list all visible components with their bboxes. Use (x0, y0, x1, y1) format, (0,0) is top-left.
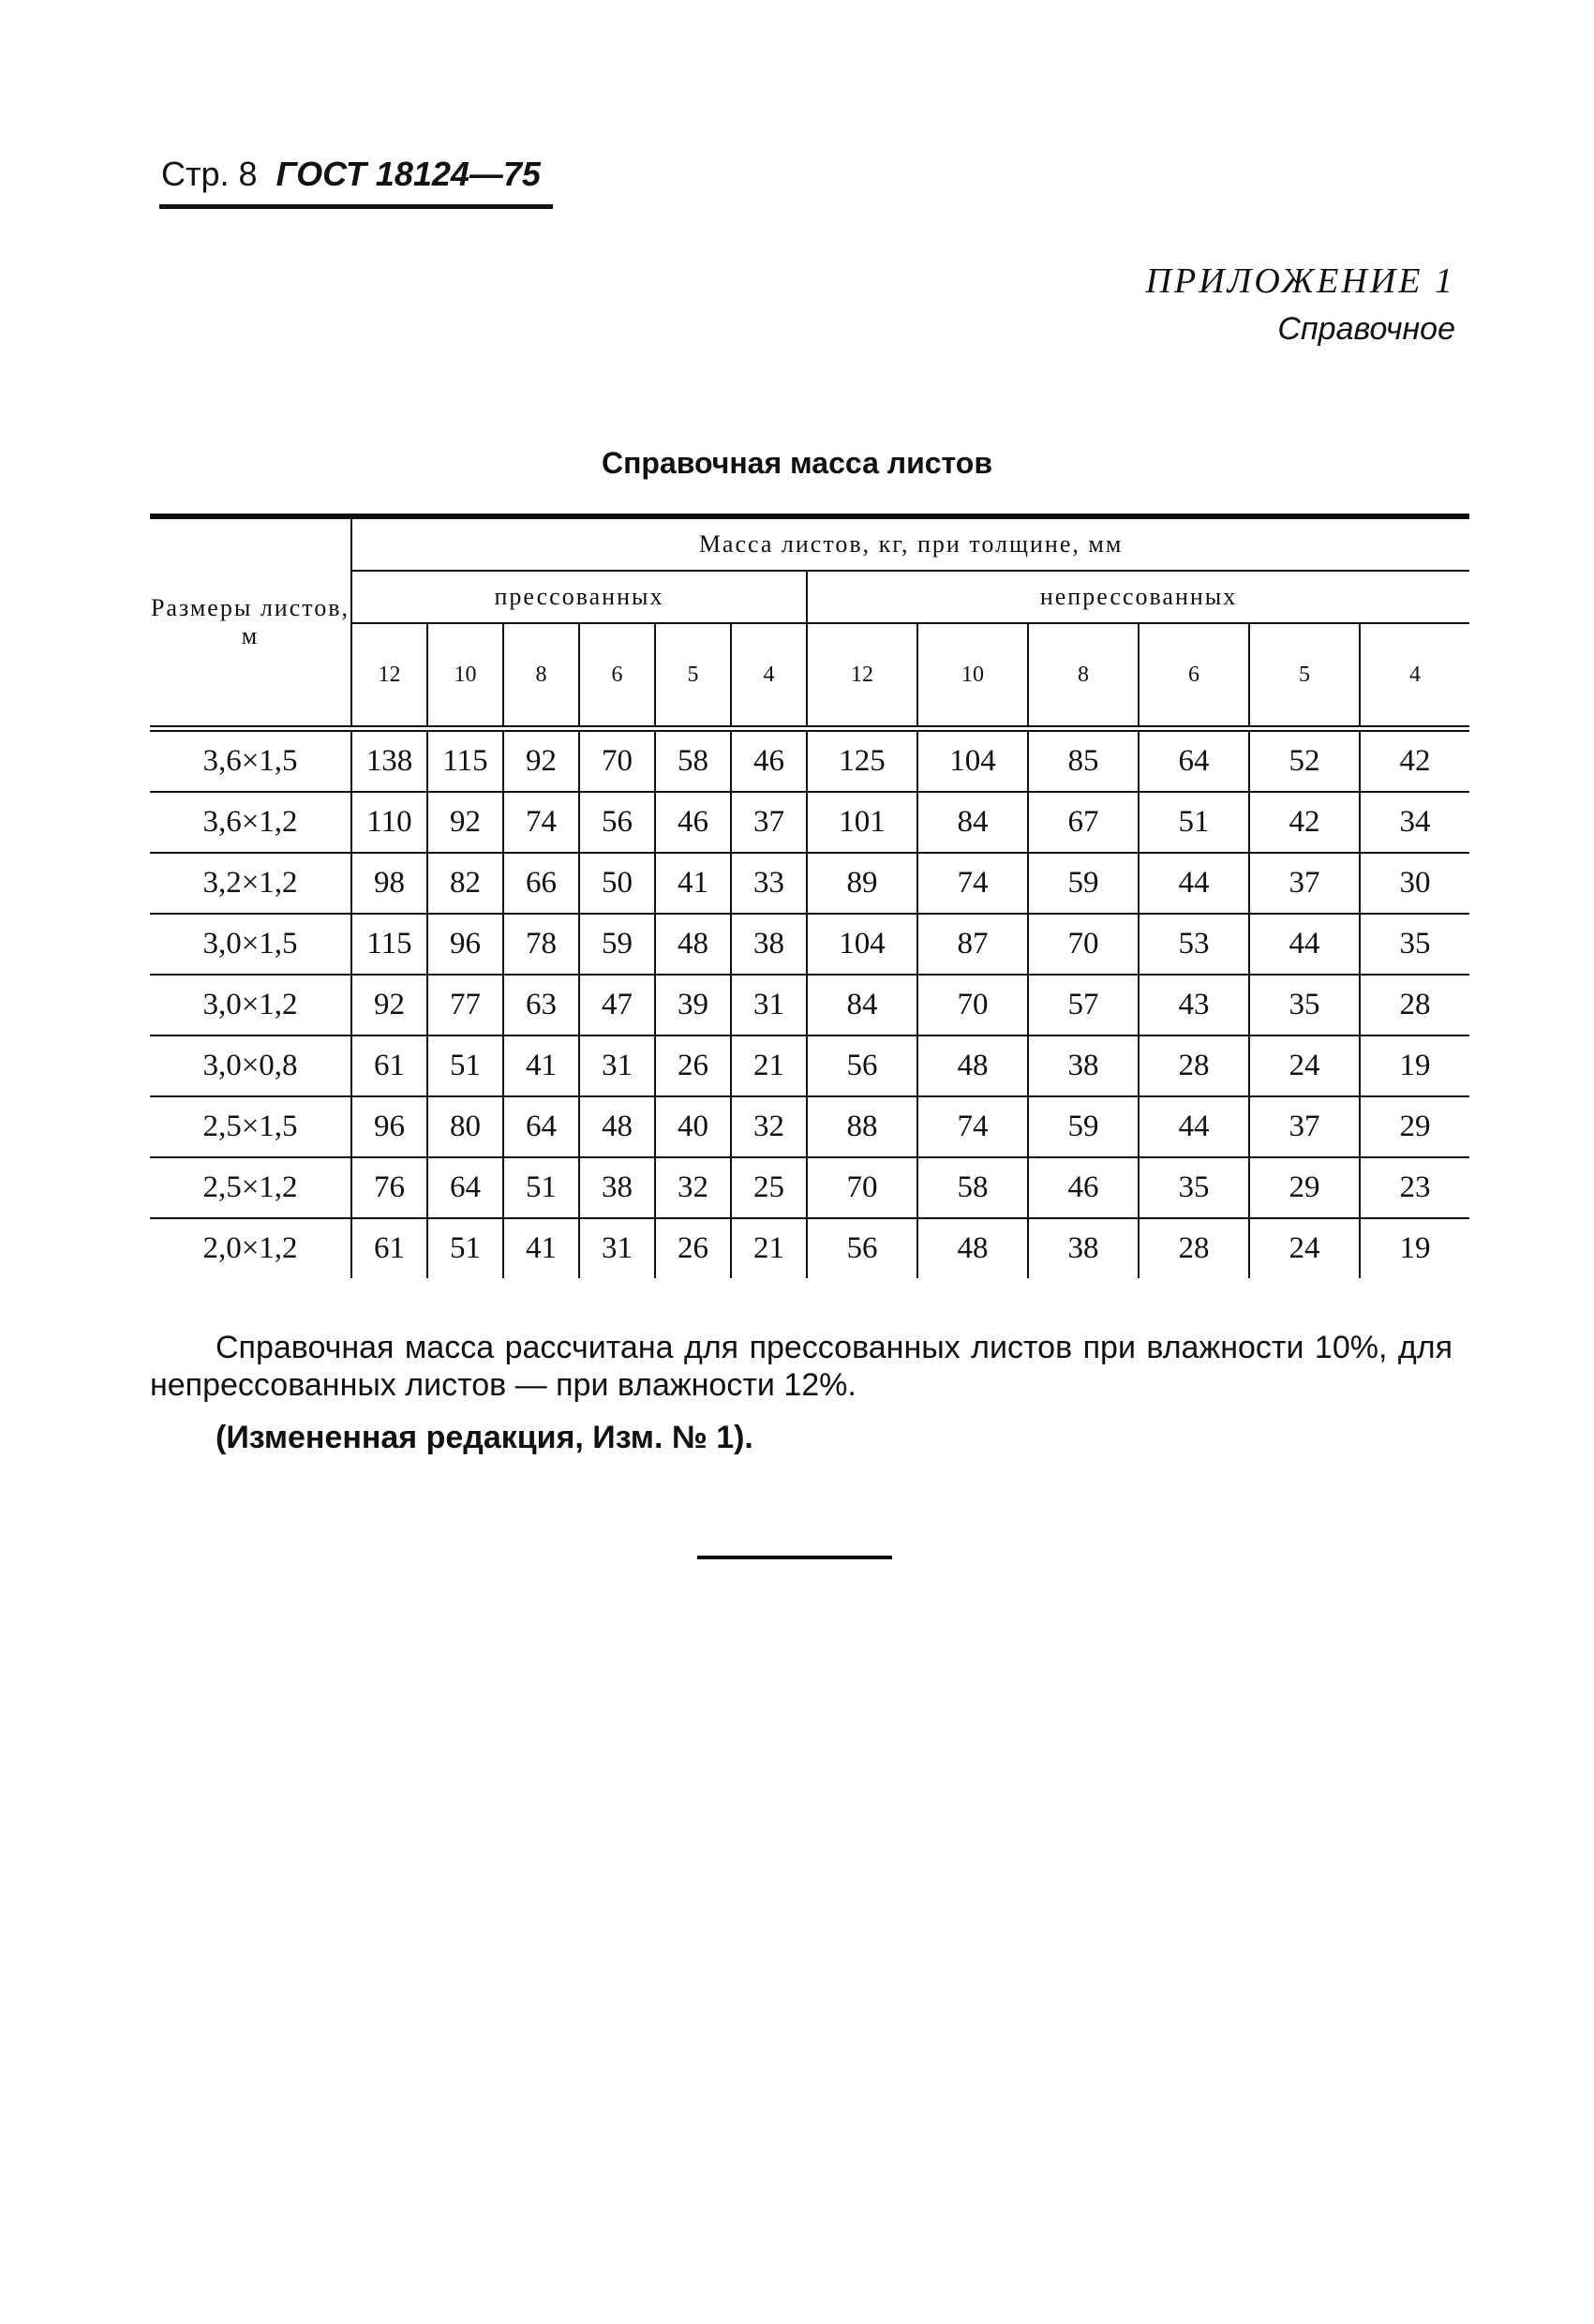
pressed-mass-cell: 115 (427, 729, 503, 793)
table-row (150, 853, 1469, 914)
size-column-header: Размеры листов, м (150, 516, 351, 729)
mass-header: Масса листов, кг, при толщине, мм (351, 516, 1469, 571)
pressed-mass-cell: 31 (579, 1035, 655, 1096)
header-rule (159, 204, 553, 209)
unpressed-mass-cell: 104 (917, 729, 1028, 793)
pressed-mass-cell: 56 (579, 792, 655, 853)
pressed-thickness-header: 10 (427, 623, 503, 729)
unpressed-mass-cell: 89 (807, 853, 917, 914)
pressed-mass-cell: 138 (351, 729, 427, 793)
pressed-mass-cell: 63 (503, 975, 579, 1035)
unpressed-mass-cell: 74 (917, 853, 1028, 914)
pressed-mass-cell: 31 (579, 1218, 655, 1278)
unpressed-mass-cell: 42 (1249, 792, 1360, 853)
unpressed-thickness-header: 12 (807, 623, 917, 729)
unpressed-thickness-header: 10 (917, 623, 1028, 729)
pressed-mass-cell: 70 (579, 729, 655, 793)
pressed-thickness-header: 12 (351, 623, 427, 729)
pressed-mass-cell: 51 (427, 1218, 503, 1278)
sheet-size-cell: 2,0×1,2 (150, 1218, 351, 1278)
unpressed-mass-cell: 51 (1139, 792, 1249, 853)
unpressed-mass-cell: 70 (917, 975, 1028, 1035)
end-rule (697, 1556, 892, 1559)
pressed-mass-cell: 46 (655, 792, 731, 853)
unpressed-mass-cell: 19 (1360, 1035, 1469, 1096)
unpressed-mass-cell: 57 (1028, 975, 1139, 1035)
unpressed-mass-cell: 29 (1249, 1157, 1360, 1218)
unpressed-mass-cell: 42 (1360, 729, 1469, 793)
unpressed-thickness-header: 8 (1028, 623, 1139, 729)
unpressed-mass-cell: 52 (1249, 729, 1360, 793)
unpressed-mass-cell: 70 (807, 1157, 917, 1218)
pressed-mass-cell: 31 (731, 975, 807, 1035)
unpressed-thickness-header: 4 (1409, 662, 1422, 687)
unpressed-mass-cell: 84 (917, 792, 1028, 853)
pressed-mass-cell: 39 (655, 975, 731, 1035)
unpressed-mass-cell: 28 (1139, 1035, 1249, 1096)
note-text: Справочная масса рассчитана для прессованных листов при влажности 10%, для непрессованных листов — при влажности 12%. (150, 1330, 1452, 1403)
pressed-thickness-header: 5 (655, 623, 731, 729)
pressed-mass-cell: 92 (427, 792, 503, 853)
unpressed-mass-cell: 56 (807, 1035, 917, 1096)
pressed-mass-cell: 64 (503, 1096, 579, 1157)
unpressed-mass-cell: 48 (917, 1218, 1028, 1278)
pressed-mass-cell: 32 (655, 1157, 731, 1218)
unpressed-mass-cell: 23 (1360, 1157, 1469, 1218)
pressed-mass-cell: 38 (731, 914, 807, 975)
pressed-mass-cell: 66 (503, 853, 579, 914)
sheet-size-cell: 3,0×0,8 (150, 1035, 351, 1096)
pressed-mass-cell: 51 (427, 1035, 503, 1096)
pressed-mass-cell: 76 (351, 1157, 427, 1218)
unpressed-mass-cell: 44 (1249, 914, 1360, 975)
pressed-mass-cell: 59 (579, 914, 655, 975)
unpressed-mass-cell: 35 (1139, 1157, 1249, 1218)
unpressed-mass-cell: 24 (1249, 1218, 1360, 1278)
pressed-group-header: прессованных (351, 571, 807, 623)
unpressed-mass-cell: 85 (1028, 729, 1139, 793)
table-row (150, 792, 1469, 853)
page-header (161, 155, 541, 194)
pressed-mass-cell: 40 (655, 1096, 731, 1157)
pressed-mass-cell: 38 (579, 1157, 655, 1218)
pressed-mass-cell: 33 (731, 853, 807, 914)
unpressed-mass-cell: 59 (1028, 1096, 1139, 1157)
unpressed-mass-cell: 28 (1360, 975, 1469, 1035)
pressed-mass-cell: 115 (351, 914, 427, 975)
unpressed-mass-cell: 64 (1139, 729, 1249, 793)
table-row (150, 975, 1469, 1035)
mass-table-wrapper (150, 514, 1452, 1278)
unpressed-mass-cell: 53 (1139, 914, 1249, 975)
unpressed-mass-cell: 87 (917, 914, 1028, 975)
appendix-subtitle: Справочное (1277, 311, 1455, 347)
unpressed-mass-cell: 44 (1139, 853, 1249, 914)
pressed-mass-cell: 78 (503, 914, 579, 975)
pressed-mass-cell: 21 (731, 1218, 807, 1278)
pressed-mass-cell: 98 (351, 853, 427, 914)
unpressed-mass-cell: 84 (807, 975, 917, 1035)
sheet-size-cell: 3,6×1,5 (150, 729, 351, 793)
sheet-size-cell: 3,2×1,2 (150, 853, 351, 914)
pressed-mass-cell: 96 (351, 1096, 427, 1157)
table-row (150, 1157, 1469, 1218)
pressed-mass-cell: 61 (351, 1035, 427, 1096)
unpressed-group-header: непрессованных (807, 571, 1469, 623)
unpressed-mass-cell: 43 (1139, 975, 1249, 1035)
unpressed-mass-cell: 74 (917, 1096, 1028, 1157)
unpressed-mass-cell: 46 (1028, 1157, 1139, 1218)
unpressed-mass-cell: 88 (807, 1096, 917, 1157)
pressed-mass-cell: 47 (579, 975, 655, 1035)
unpressed-mass-cell: 67 (1028, 792, 1139, 853)
unpressed-thickness-header: 6 (1139, 623, 1249, 729)
unpressed-mass-cell: 28 (1139, 1218, 1249, 1278)
unpressed-mass-cell: 56 (807, 1218, 917, 1278)
pressed-mass-cell: 77 (427, 975, 503, 1035)
unpressed-mass-cell: 104 (807, 914, 917, 975)
unpressed-mass-cell: 37 (1249, 853, 1360, 914)
pressed-mass-cell: 25 (731, 1157, 807, 1218)
sheet-size-cell: 3,6×1,2 (150, 792, 351, 853)
pressed-mass-cell: 51 (503, 1157, 579, 1218)
pressed-mass-cell: 41 (503, 1035, 579, 1096)
pressed-thickness-header: 8 (503, 623, 579, 729)
pressed-mass-cell: 96 (427, 914, 503, 975)
unpressed-mass-cell: 35 (1360, 914, 1469, 975)
pressed-mass-cell: 26 (655, 1035, 731, 1096)
gost-number: ГОСТ 18124—75 (276, 155, 541, 193)
note-paragraph (150, 1329, 1452, 1404)
pressed-mass-cell: 32 (731, 1096, 807, 1157)
table-row (150, 729, 1469, 793)
pressed-mass-cell: 48 (579, 1096, 655, 1157)
unpressed-mass-cell: 19 (1399, 1231, 1431, 1265)
pressed-mass-cell: 46 (731, 729, 807, 793)
unpressed-mass-cell: 34 (1360, 792, 1469, 853)
unpressed-mass-cell: 38 (1028, 1218, 1139, 1278)
unpressed-mass-cell: 70 (1028, 914, 1139, 975)
sheet-size-cell: 2,5×1,2 (150, 1157, 351, 1218)
table-body (150, 729, 1469, 1279)
unpressed-mass-cell: 125 (807, 729, 917, 793)
pressed-mass-cell: 41 (503, 1218, 579, 1278)
table-row (150, 1218, 1469, 1278)
pressed-mass-cell: 58 (655, 729, 731, 793)
table-row (150, 1035, 1469, 1096)
amendment-note: (Измененная редакция, Изм. № 1). (216, 1420, 753, 1455)
table-row (150, 914, 1469, 975)
pressed-mass-cell: 61 (351, 1218, 427, 1278)
unpressed-mass-cell: 35 (1249, 975, 1360, 1035)
unpressed-mass-cell: 38 (1028, 1035, 1139, 1096)
pressed-mass-cell: 26 (655, 1218, 731, 1278)
pressed-mass-cell: 41 (655, 853, 731, 914)
unpressed-mass-cell: 24 (1249, 1035, 1360, 1096)
unpressed-mass-cell: 37 (1249, 1096, 1360, 1157)
pressed-mass-cell: 37 (731, 792, 807, 853)
pressed-mass-cell: 92 (351, 975, 427, 1035)
pressed-mass-cell: 110 (351, 792, 427, 853)
pressed-mass-cell: 92 (503, 729, 579, 793)
pressed-mass-cell: 82 (427, 853, 503, 914)
table-row (150, 1096, 1469, 1157)
sheet-size-cell: 3,0×1,5 (150, 914, 351, 975)
unpressed-thickness-header: 5 (1249, 623, 1360, 729)
pressed-mass-cell: 64 (427, 1157, 503, 1218)
unpressed-mass-cell: 30 (1360, 853, 1469, 914)
sheet-size-cell: 3,0×1,2 (150, 975, 351, 1035)
table-head (150, 516, 1469, 729)
pressed-mass-cell: 48 (655, 914, 731, 975)
appendix-title: ПРИЛОЖЕНИЕ 1 (1145, 261, 1455, 301)
pressed-mass-cell: 21 (731, 1035, 807, 1096)
pressed-thickness-header: 6 (579, 623, 655, 729)
pressed-thickness-header: 4 (731, 623, 807, 729)
unpressed-mass-cell: 44 (1139, 1096, 1249, 1157)
pressed-mass-cell: 50 (579, 853, 655, 914)
pressed-mass-cell: 80 (427, 1096, 503, 1157)
page-number: Стр. 8 (161, 155, 258, 193)
mass-table (150, 514, 1469, 1278)
unpressed-mass-cell: 58 (917, 1157, 1028, 1218)
sheet-size-cell: 2,5×1,5 (150, 1096, 351, 1157)
unpressed-mass-cell: 101 (807, 792, 917, 853)
table-title: Справочная масса листов (601, 446, 993, 480)
pressed-mass-cell: 74 (503, 792, 579, 853)
unpressed-mass-cell: 29 (1360, 1096, 1469, 1157)
unpressed-mass-cell: 48 (917, 1035, 1028, 1096)
unpressed-mass-cell: 59 (1028, 853, 1139, 914)
